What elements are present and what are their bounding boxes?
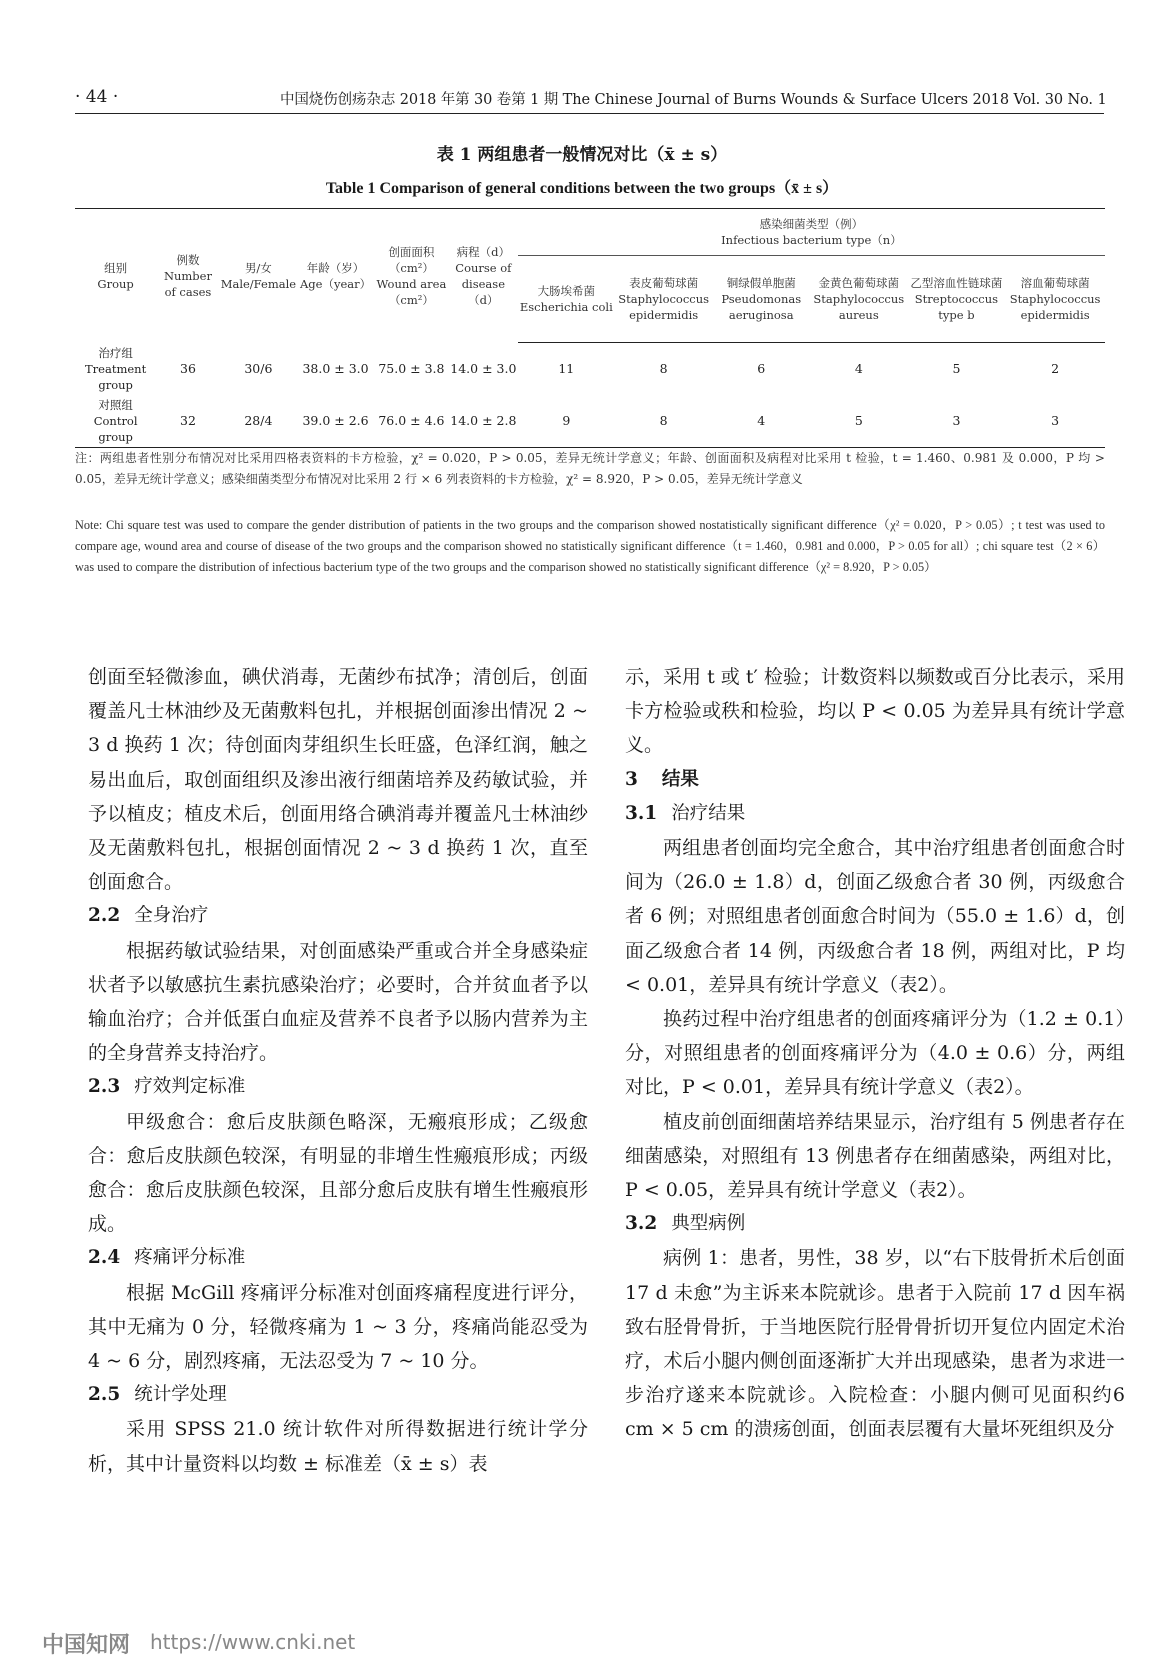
table-caption-zh: 表 1 两组患者一般情况对比（x̄ ± s） — [436, 145, 728, 165]
cell-age: 39.0 ± 2.6 — [297, 395, 374, 448]
cell-bacterium: 5 — [810, 395, 908, 448]
cell-bacterium: 4 — [713, 395, 810, 448]
section-heading-2-3: 2.3 疗效判定标准 — [88, 1076, 246, 1098]
header-rule — [75, 113, 1104, 114]
paragraph: 甲级愈合：愈后皮肤颜色略深，无瘢痕形成；乙级愈合：愈后皮肤颜色较深，有明显的非增生性瘢痕形成；丙级愈合：愈后皮肤颜色较深，且部分愈后皮肤有增生性瘢痕形成。 — [88, 1110, 588, 1236]
cell-course: 14.0 ± 2.8 — [449, 395, 518, 448]
paragraph: 根据药敏试验结果，对创面感染严重或合并全身感染症状者予以敏感抗生素抗感染治疗；必要时，合并贫血者予以输血治疗；合并低蛋白血症及营养不良者予以肠内营养为主的全身营养支持治疗。 — [88, 939, 588, 1065]
running-header — [0, 83, 1164, 113]
paragraph: 创面至轻微渗血，碘伏消毒，无菌纱布拭净；清创后，创面覆盖凡士林油纱及无菌敷料包扎，并根据创面渗出情况 2 ~ 3 d 换药 1 次；待创面肉芽组织生长旺盛，色泽红润，触之易出血后，取创面组织及渗出液行细菌培养及药敏试验，并予以植皮；植皮术后，创面用络合碘消毒并覆盖凡士林油纱及无菌敷料包扎，根据创面情况 2 ~ 3 d 换药 1 次，直至创面愈合。 — [88, 666, 588, 894]
col-header-bacterium: 乙型溶血性链球菌 Streptococcus type b — [908, 256, 1005, 343]
journal-title: 中国烧伤创疡杂志 2018 年第 30 卷第 1 期 The Chinese Journal of Burns Wounds & Surface Ulcers 2018 Vol. 30 No. 1 — [280, 92, 1107, 108]
cell-bacterium: 11 — [558, 361, 575, 377]
col-header-n: 例数 Number of cases — [156, 209, 219, 343]
cell-bacterium: 6 — [757, 361, 766, 377]
col-header-area: 创面面积（cm²） Wound area（cm²） — [374, 209, 449, 343]
table-1 — [75, 208, 1105, 448]
cell-area: 75.0 ± 3.8 — [378, 360, 445, 376]
paragraph: 示，采用 t 或 t′ 检验；计数资料以频数或百分比表示，采用卡方检验或秩和检验，均以 P < 0.05 为差异具有统计学意义。 — [625, 666, 1125, 757]
col-header-age: 年龄（岁） Age（year） — [297, 209, 374, 343]
col-header-group: 组别 Group — [75, 209, 156, 343]
table-row — [75, 343, 1105, 395]
paragraph: 病例 1：患者，男性，38 岁，以“右下肢骨折术后创面 17 d 未愈”为主诉来本院就诊。患者于入院前 17 d 因车祸致右胫骨骨折，于当地医院行胫骨骨折切开复位内固定术治疗，术后小腿内侧创面逐渐扩大并出现感染，患者为求进一步治疗遂来本院就诊。入院检查：小腿内侧可见面积约6 cm × 5 cm 的溃疡创面，创面表层覆有大量坏死组织及分 — [625, 1247, 1125, 1441]
section-heading-3-2: 3.2 典型病例 — [625, 1213, 746, 1235]
col-header-bacterium: 大肠埃希菌 Escherichia coli — [518, 256, 615, 343]
cnki-logo[interactable]: 中国知网 — [42, 1633, 131, 1658]
cell-bacterium: 3 — [908, 395, 1005, 448]
section-heading-3: 3 结果 — [625, 768, 699, 790]
cell-bacterium: 8 — [659, 361, 668, 377]
cell-n: 32 — [156, 395, 219, 448]
cell-area: 76.0 ± 4.6 — [374, 395, 449, 448]
section-heading-2-2: 2.2 全身治疗 — [88, 905, 209, 927]
cell-n: 36 — [180, 360, 196, 376]
table-note-zh: 注：两组患者性别分布情况对比采用四格表资料的卡方检验，χ² = 0.020，P > 0.05，差异无统计学意义；年龄、创面面积及病程对比采用 t 检验，t = 1.460、0.981 及 0.000，P 均 > 0.05，差异无统计学意义；感染细菌类型分布情况对比采用 2 行 × 6 列表资料的卡方检验，χ² = 8.920，P > 0.05，差异无统计学意义 — [75, 451, 1105, 486]
cell-age: 38.0 ± 3.0 — [302, 360, 369, 376]
cell-bacterium: 9 — [518, 395, 615, 448]
paragraph: 采用 SPSS 21.0 统计软件对所得数据进行统计学分析，其中计量资料以均数 ± 标准差（x̄ ± s）表 — [88, 1418, 588, 1475]
cell-sex: 30/6 — [244, 360, 273, 376]
paragraph: 换药过程中治疗组患者的创面疼痛评分为（1.2 ± 0.1）分，对照组患者的创面疼痛评分为（4.0 ± 0.6）分，两组对比，P < 0.01，差异具有统计学意义（表2）。 — [625, 1008, 1125, 1099]
cell-bacterium: 5 — [952, 361, 961, 377]
col-header-bacterium: 溶血葡萄球菌 Staphylococcus epidermidis — [1005, 256, 1105, 343]
col-header-bacterium: 表皮葡萄球菌 Staphylococcus epidermidis — [615, 256, 713, 343]
table-note-en: Note: Chi square test was used to compare the gender distribution of patients in the two groups and the comparison showed nostatistically significant difference（χ² = 0.020，P > 0.05）; t test was used to compare age, wound area and course of disease of the two groups and the comparison showed no statistically significant difference（t = 1.460，0.981 and 0.000，P > 0.05 for all）; chi square test（2 × 6）was used to compare the distribution of infectious bacterium type of the two groups and the comparison showed no statistically significant difference（χ² = 8.920，P > 0.05） — [75, 518, 1105, 574]
col-header-bacterium: 金黄色葡萄球菌 Staphylococcus aureus — [810, 256, 908, 343]
cell-course: 14.0 ± 3.0 — [450, 360, 517, 376]
col-header-bacterium: 铜绿假单胞菌 Pseudomonas aeruginosa — [713, 256, 810, 343]
paragraph: 两组患者创面均完全愈合，其中治疗组患者创面愈合时间为（26.0 ± 1.8）d，创面乙级愈合者 30 例，丙级愈合者 6 例；对照组患者创面愈合时间为（55.0 ± 1.6）d，创面乙级愈合者 14 例，丙级愈合者 18 例，两组对比，P 均 < 0.01，差异具有统计学意义（表2）。 — [625, 837, 1125, 996]
section-heading-2-4: 2.4 疼痛评分标准 — [88, 1247, 246, 1269]
col-header-bacteria-group: 感染细菌类型（例） Infectious bacterium type（n） — [518, 209, 1105, 256]
page-number: · 44 · — [75, 87, 119, 107]
col-header-sex: 男/女 Male/Female — [220, 209, 297, 343]
paragraph: 植皮前创面细菌培养结果显示，治疗组有 5 例患者存在细菌感染，对照组有 13 例患者存在细菌感染，两组对比，P < 0.05，差异具有统计学意义（表2）。 — [625, 1110, 1125, 1202]
right-column — [625, 660, 1125, 1447]
col-header-course: 病程（d） Course of disease（d） — [449, 209, 518, 343]
cell-bacterium: 3 — [1005, 395, 1105, 448]
cell-bacterium: 4 — [854, 361, 863, 377]
section-heading-2-5: 2.5 统计学处理 — [88, 1384, 227, 1406]
table-caption-en: Table 1 Comparison of general conditions between the two groups（x̄ ± s） — [325, 180, 839, 197]
table-row — [75, 395, 1105, 448]
cell-sex: 28/4 — [220, 395, 297, 448]
cell-group: 对照组 Control group — [75, 395, 156, 448]
paragraph: 根据 McGill 疼痛评分标准对创面疼痛程度进行评分，其中无痛为 0 分，轻微疼痛为 1 ~ 3 分，疼痛尚能忍受为 4 ~ 6 分，剧烈疼痛，无法忍受为 7 ~ 10 分。 — [88, 1281, 588, 1373]
left-column — [88, 660, 588, 1481]
cell-group: 治疗组 Treatment group — [85, 345, 147, 392]
cnki-url-link[interactable]: https://www.cnki.net — [150, 1630, 356, 1654]
cell-bacterium: 8 — [615, 395, 713, 448]
section-heading-3-1: 3.1 治疗结果 — [625, 802, 746, 824]
cell-bacterium: 2 — [1051, 361, 1060, 377]
